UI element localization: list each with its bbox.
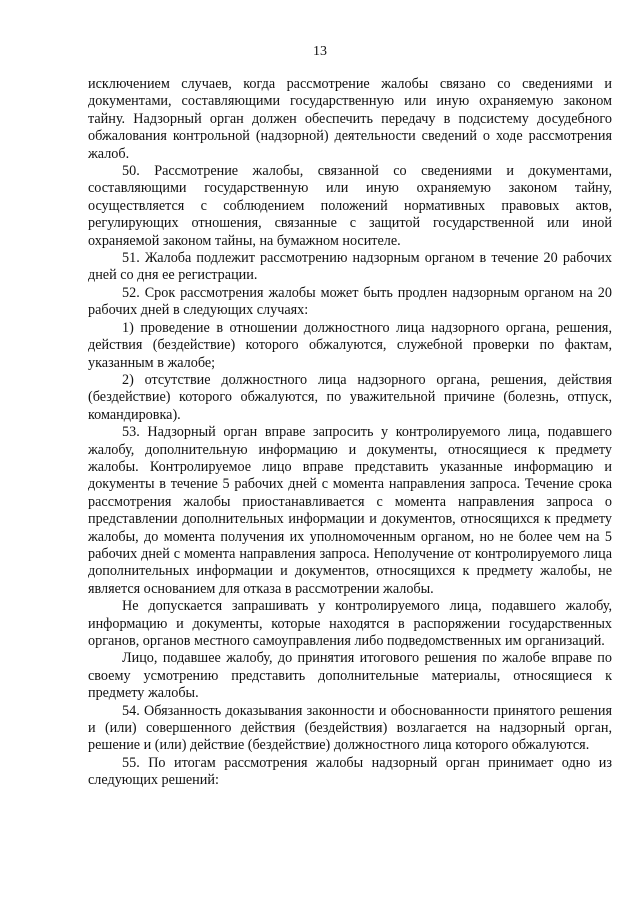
paragraph-55: 55. По итогам рассмотрения жалобы надзорный орган принимает одно из следующих решений: — [88, 754, 612, 789]
paragraph-53: 53. Надзорный орган вправе запросить у контролируемого лица, подавшего жалобу, дополнительную информацию и документы, относящиеся к предмету жалобы. Контролируемое лицо вправе представить указанные информацию и документы в течение 5 рабочих дней с момента направления запроса. Течение срока рассмотрения жалобы приостанавливается с момента направления запроса о представлении дополнительных информации и документов, относящихся к предмету жалобы, до момента получения их уполномоченным органом, но не более чем на 5 рабочих дней с момента направления запроса. Неполучение от контролируемого лица дополнительных информации и документов, относящихся к предмету жалобы, не является основанием для отказа в рассмотрении жалобы. — [88, 424, 612, 597]
paragraph-51: 51. Жалоба подлежит рассмотрению надзорным органом в течение 20 рабочих дней со дня ее регистрации. — [88, 250, 612, 284]
paragraph-52: 52. Срок рассмотрения жалобы может быть продлен надзорным органом на 20 рабочих дней в следующих случаях: — [88, 284, 612, 319]
paragraph-53-part-2: Не допускается запрашивать у контролируемого лица, подавшего жалобу, информацию и документы, которые находятся в распоряжении государственных органов, органов местного самоуправления либо подведомственных им организаций. — [88, 598, 612, 649]
list-item-1: 1) проведение в отношении должностного лица надзорного органа, решения, действия (бездействие) которого обжалуются, служебной проверки по фактам, указанным в жалобе; — [88, 319, 612, 371]
list-item-2: 2) отсутствие должностного лица надзорного органа, решения, действия (бездействие) которого обжалуются, по уважительной причине (болезнь, отпуск, командировка). — [88, 371, 612, 423]
paragraph-54: 54. Обязанность доказывания законности и обоснованности принятого решения и (или) совершенного действия (бездействия) возлагается на надзорный орган, решение и (или) действие (бездействие) должностного лица которого обжалуются. — [88, 702, 612, 754]
paragraph-50: 50. Рассмотрение жалобы, связанной со сведениями и документами, составляющими государственную или иную охраняемую законом тайну, осуществляется с соблюдением положений нормативных правовых актов, регулирующих отношения, связанные с защитой государственной или иной охраняемой законом тайны, на бумажном носителе. — [88, 163, 612, 249]
paragraph-continuation: исключением случаев, когда рассмотрение жалобы связано со сведениями и документами, составляющими государственную или иную охраняемую законом тайну. Надзорный орган должен обеспечить передачу в подсистему досудебного обжалования контрольной (надзорной) деятельности сведений о ходе рассмотрения жалоб. — [88, 76, 612, 162]
document-body — [88, 76, 612, 790]
paragraph-53-part-3: Лицо, подавшее жалобу, до принятия итогового решения по жалобе вправе по своему усмотрению представить дополнительные материалы, относящиеся к предмету жалобы. — [88, 650, 612, 702]
page-number: 13 — [313, 44, 327, 59]
